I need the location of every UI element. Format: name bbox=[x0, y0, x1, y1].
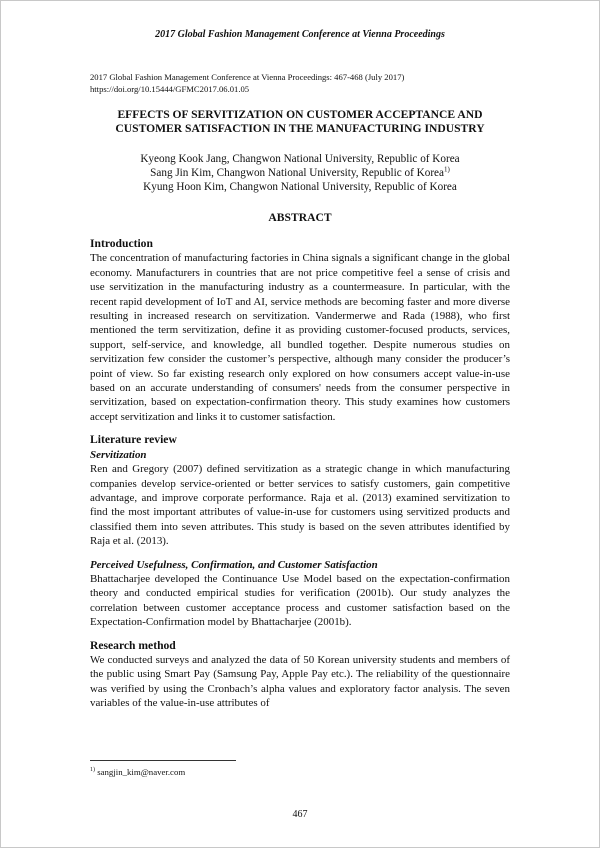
footnote-email: sangjin_kim@naver.com bbox=[95, 766, 186, 777]
citation-block bbox=[90, 72, 520, 95]
footnote-ref-mark[interactable]: 1) bbox=[444, 165, 450, 174]
title-line-1: EFFECTS OF SERVITIZATION ON CUSTOMER ACCEPTANCE AND bbox=[117, 108, 483, 121]
paper-title bbox=[90, 108, 510, 136]
citation-line: 2017 Global Fashion Management Conference at Vienna Proceedings: 467-468 (July 2017) bbox=[90, 72, 405, 82]
footnote-mark: 1) bbox=[90, 767, 95, 773]
abstract-body bbox=[90, 237, 510, 711]
title-line-2: CUSTOMER SATISFACTION IN THE MANUFACTURING INDUSTRY bbox=[115, 122, 485, 135]
author-2-text: Sang Jin Kim, Changwon National University, Republic of Korea bbox=[150, 167, 444, 179]
author-list bbox=[90, 152, 510, 194]
author-3 bbox=[90, 180, 510, 194]
running-head: 2017 Global Fashion Management Conference at Vienna Proceedings bbox=[155, 29, 445, 40]
literature-review-heading: Literature review bbox=[90, 433, 177, 447]
introduction-paragraph: The concentration of manufacturing factories in China signals a significant change in the global economy. Manufacturers in countries that are not price competitive feel a sense of crisis and use servitization in the manufacturing industry as a countermeasure. In particular, with the recent rapid development of IoT and AI, service methods are becoming faster and more diverse resulting in increased research on servitization. Vandermerwe and Rada (1988), who first mentioned the term servitization, define it as providing customer-focused products, services, support, self-service, and knowledge, all bundled together. Despite numerous studies on servitization few consider the customer’s perspective, although many consider the producer’s point of view. So far existing research only explored on how consumers accept value-in-use based on an accurate understanding of consumers' needs from the consumer perspective in servitization, based on expectation-confirmation theory. This study examines how customers accept servitization and links it to customer satisfaction. bbox=[90, 252, 510, 423]
perceived-usefulness-heading: Perceived Usefulness, Confirmation, and Customer Satisfaction bbox=[90, 558, 378, 571]
perceived-usefulness-paragraph: Bhattacharjee developed the Continuance Use Model based on the expectation-confirmation theory and conducted empirical studies for verification (2001b). Our study analyzes the correlation between customer acceptance process and customer satisfaction based on the Expectation-Confirmation model by Bhattacharjee (2001b). bbox=[90, 572, 510, 629]
servitization-paragraph: Ren and Gregory (2007) defined servitization as a strategic change in which manufacturing companies develop service-oriented or better services to satisfy customers, gain competitive advantage, and improve corporate performance. Raja et al. (2013) examined servitization to find the most important attributes of value-in-use for customers using servitized products and classified them into seven attributes. This study is based on the seven attributes identified by Raja et al. (2013). bbox=[90, 463, 510, 548]
author-2 bbox=[90, 166, 510, 180]
abstract-heading: ABSTRACT bbox=[268, 211, 332, 224]
research-method-heading: Research method bbox=[90, 638, 176, 652]
author-1 bbox=[90, 152, 510, 166]
footnote-divider bbox=[90, 760, 236, 761]
page-number: 467 bbox=[292, 809, 308, 820]
author-1-text: Kyeong Kook Jang, Changwon National University, Republic of Korea bbox=[140, 153, 460, 165]
footnote bbox=[90, 765, 390, 778]
author-3-text: Kyung Hoon Kim, Changwon National University, Republic of Korea bbox=[143, 181, 457, 193]
servitization-heading: Servitization bbox=[90, 448, 147, 461]
introduction-heading: Introduction bbox=[90, 237, 153, 250]
research-method-paragraph: We conducted surveys and analyzed the data of 50 Korean university students and members of the public using Smart Pay (Samsung Pay, Apple Pay etc.). The reliability of the questionnaire was verified by using the Cronbach’s alpha values and exploratory factor analysis. The seven variables of the value-in-use attributes of bbox=[90, 653, 510, 710]
doi-link[interactable]: https://doi.org/10.15444/GFMC2017.06.01.05 bbox=[90, 83, 250, 94]
